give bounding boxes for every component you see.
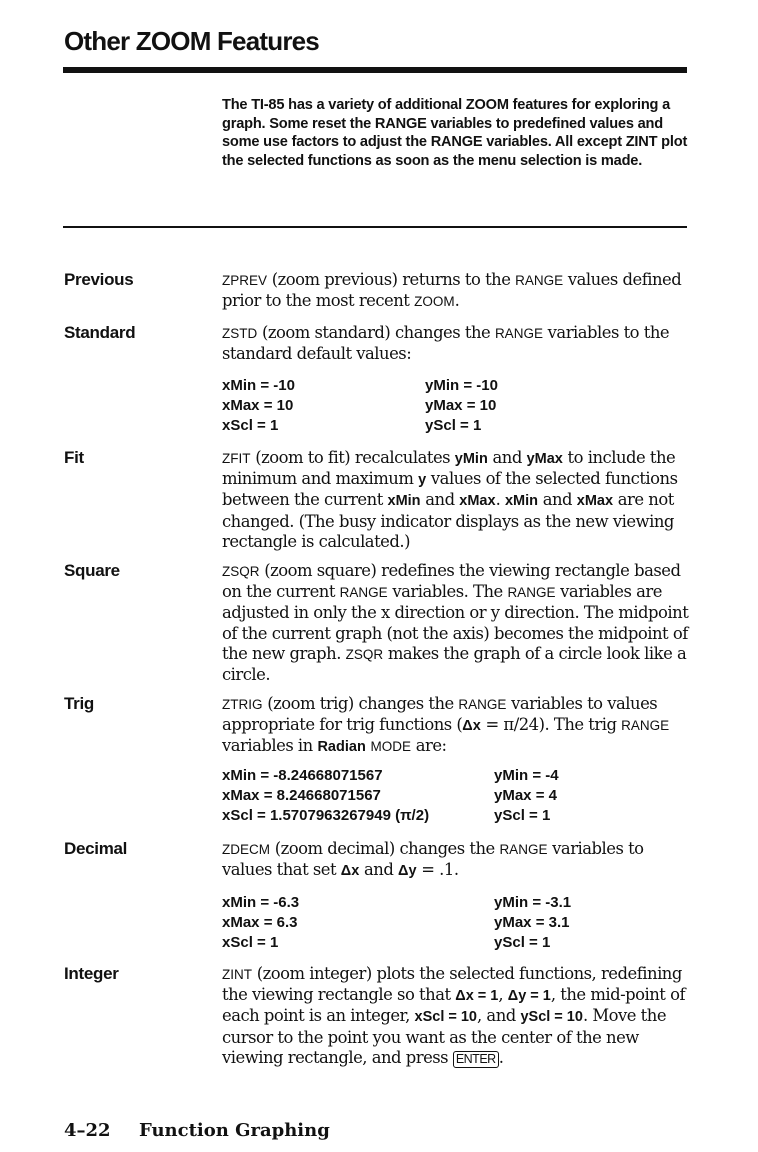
command-name: ZPREV: [222, 273, 268, 288]
section-text-fit: ZFIT (zoom to fit) recalculates yMin and yMax to include the minimum and maximum y values of the selected functions between the current xMin and xMax. xMin and xMax are not changed. (The busy indicator displays as the new viewing rectangle is calculated.): [222, 448, 678, 551]
page-title: Other ZOOM Features: [64, 26, 319, 56]
command-name: ZSTD: [222, 326, 258, 341]
section-label-square: Square: [64, 561, 120, 580]
section-text-standard: ZSTD (zoom standard) changes the RANGE variables to the standard default values:: [222, 323, 670, 364]
section-label-decimal: Decimal: [64, 839, 128, 858]
section-text-square: ZSQR (zoom square) redefines the viewing rectangle based on the current RANGE variables. The RANGE variables are adjusted in only the x direction or y direction. The midpoint of the current graph (not the axis) becomes the midpoint of the new graph. ZSQR makes the graph of a circle look like a circle.: [222, 561, 689, 685]
page-footer: [64, 1120, 330, 1141]
command-name: ZTRIG: [222, 697, 263, 712]
page-number: 4–22: [64, 1120, 111, 1141]
enter-key-icon: ENTER: [453, 1051, 499, 1068]
trig-values: xMin = -8.24668071567 yMin = -4 xMax = 8.24668071567 yMax = 4 xScl = 1.5707963267949 (π/2) yScl = 1: [222, 767, 559, 824]
section-label-trig: Trig: [64, 694, 94, 713]
command-name: ZSQR: [222, 564, 260, 579]
command-name: ZINT: [222, 967, 252, 982]
section-text-decimal: ZDECM (zoom decimal) changes the RANGE variables to values that set Δx and Δy = .1.: [222, 839, 644, 880]
standard-values: xMin = -10 yMin = -10 xMax = 10 yMax = 10 xScl = 1 yScl = 1: [222, 377, 498, 434]
intro-paragraph: The TI-85 has a variety of additional ZOOM features for exploring a graph. Some reset the RANGE variables to predefined values and some use factors to adjust the RANGE variables. All except ZINT plot the selected functions as soon as the menu selection is made.: [222, 97, 688, 169]
command-name: ZFIT: [222, 451, 251, 466]
section-divider: [63, 226, 687, 228]
footer-section-title: Function Graphing: [139, 1120, 330, 1141]
top-rule: [63, 67, 687, 73]
section-text-integer: ZINT (zoom integer) plots the selected functions, redefining the viewing rectangle so that Δx = 1, Δy = 1, the mid-point of each point is an integer, xScl = 10, and yScl = 10. Move the cursor to the point you want as the center of the new viewing rectangle, and press ENTER .: [222, 964, 686, 1067]
decimal-values: xMin = -6.3 yMin = -3.1 xMax = 6.3 yMax = 3.1 xScl = 1 yScl = 1: [222, 894, 572, 951]
section-label-fit: Fit: [64, 448, 84, 467]
section-text-previous: ZPREV (zoom previous) returns to the RANGE values defined prior to the most recent ZOOM.: [222, 270, 682, 311]
section-label-standard: Standard: [64, 323, 136, 342]
command-name: ZDECM: [222, 842, 270, 857]
section-text-trig: ZTRIG (zoom trig) changes the RANGE variables to values appropriate for trig functions (Δx = π/24). The trig RANGE variables in Radian MODE are:: [222, 694, 670, 756]
section-label-integer: Integer: [64, 964, 119, 983]
section-label-previous: Previous: [64, 270, 134, 289]
